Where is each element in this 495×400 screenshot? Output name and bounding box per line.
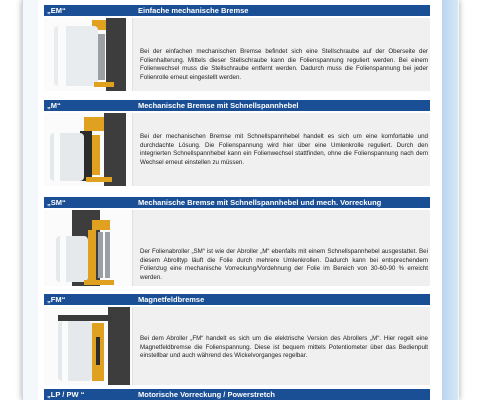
film-roll-brake-photo	[44, 18, 133, 91]
section-header	[44, 5, 430, 16]
section-description: Bei der einfachen mechanischen Bremse befindet sich eine Stellschraube auf der Oberseite der Folienhalterung. Mittels dieser Stellschraube kann die Folienspannung reguliert werden. Bei einem Folienwechsel muss die Stellschraube entfernt werden. Dadurch muss die Folienspannung bei jeder Folienrolle erneut eingestellt werden.	[140, 48, 428, 81]
section-code: „LP / PW “	[47, 390, 85, 399]
section-sm	[44, 197, 430, 286]
section-header	[44, 389, 430, 400]
section-code: „FM“	[47, 295, 66, 304]
section-title: Magnetfeldbremse	[138, 295, 205, 304]
section-title: Motorische Vorreckung / Powerstretch	[138, 390, 275, 399]
section-em	[44, 5, 430, 91]
section-header	[44, 294, 430, 305]
section-description: Bei der mechanischen Bremse mit Schnellspannhebel handelt es sich um eine komfortable und durchdachte Lösung. Die Folienspannung wird hier über eine Umlenkrolle reguliert. Durch den integrierten Schnellspannhebel kann ein Folienwechsel stattfinden, ohne die Folienspannung nach dem Wechsel erneut einstellen zu müssen.	[140, 133, 428, 166]
film-roll-magnetic-photo	[44, 307, 133, 385]
section-header	[44, 100, 430, 111]
section-code: „EM“	[47, 6, 66, 15]
film-roll-lever-photo	[44, 113, 133, 186]
section-description: Bei dem Abroller „FM“ handelt es sich um die elektrische Version des Abrollers „M“. Hier regelt eine Magnetfeldbremse die Folienspannung. Diese ist bequem mittels Potentiometer über das Bedienpult einstellbar und auch während des Wickelvorganges regelbar.	[140, 335, 428, 360]
film-roll-prestretch-photo	[44, 210, 133, 286]
section-fm	[44, 294, 430, 385]
section-header	[44, 197, 430, 208]
section-lp-pw	[44, 389, 430, 400]
section-body	[44, 113, 430, 186]
section-m	[44, 100, 430, 186]
section-body	[44, 307, 430, 385]
section-code: „SM“	[47, 198, 66, 207]
section-body	[44, 18, 430, 91]
page-side-strip	[442, 0, 458, 400]
section-code: „M“	[47, 101, 61, 110]
section-body	[44, 210, 430, 286]
section-title: Mechanische Bremse mit Schnellspannhebel	[138, 101, 299, 110]
section-title: Einfache mechanische Bremse	[138, 6, 249, 15]
section-title: Mechanische Bremse mit Schnellspannhebel und mech. Vorreckung	[138, 198, 382, 207]
section-description: Der Folienabroller „SM“ ist wie der Abroller „M“ ebenfalls mit einem Schnellspannhebel ausgestattet. Bei diesem Abrolltyp läuft die Folie durch mehrere Umlenkrollen. Dadurch kann bei entsprechendem Folienzug eine mechanische Vorreckung/Vordehnung der Folie im Bereich von 30-60-90 % erreicht werden.	[140, 248, 428, 281]
